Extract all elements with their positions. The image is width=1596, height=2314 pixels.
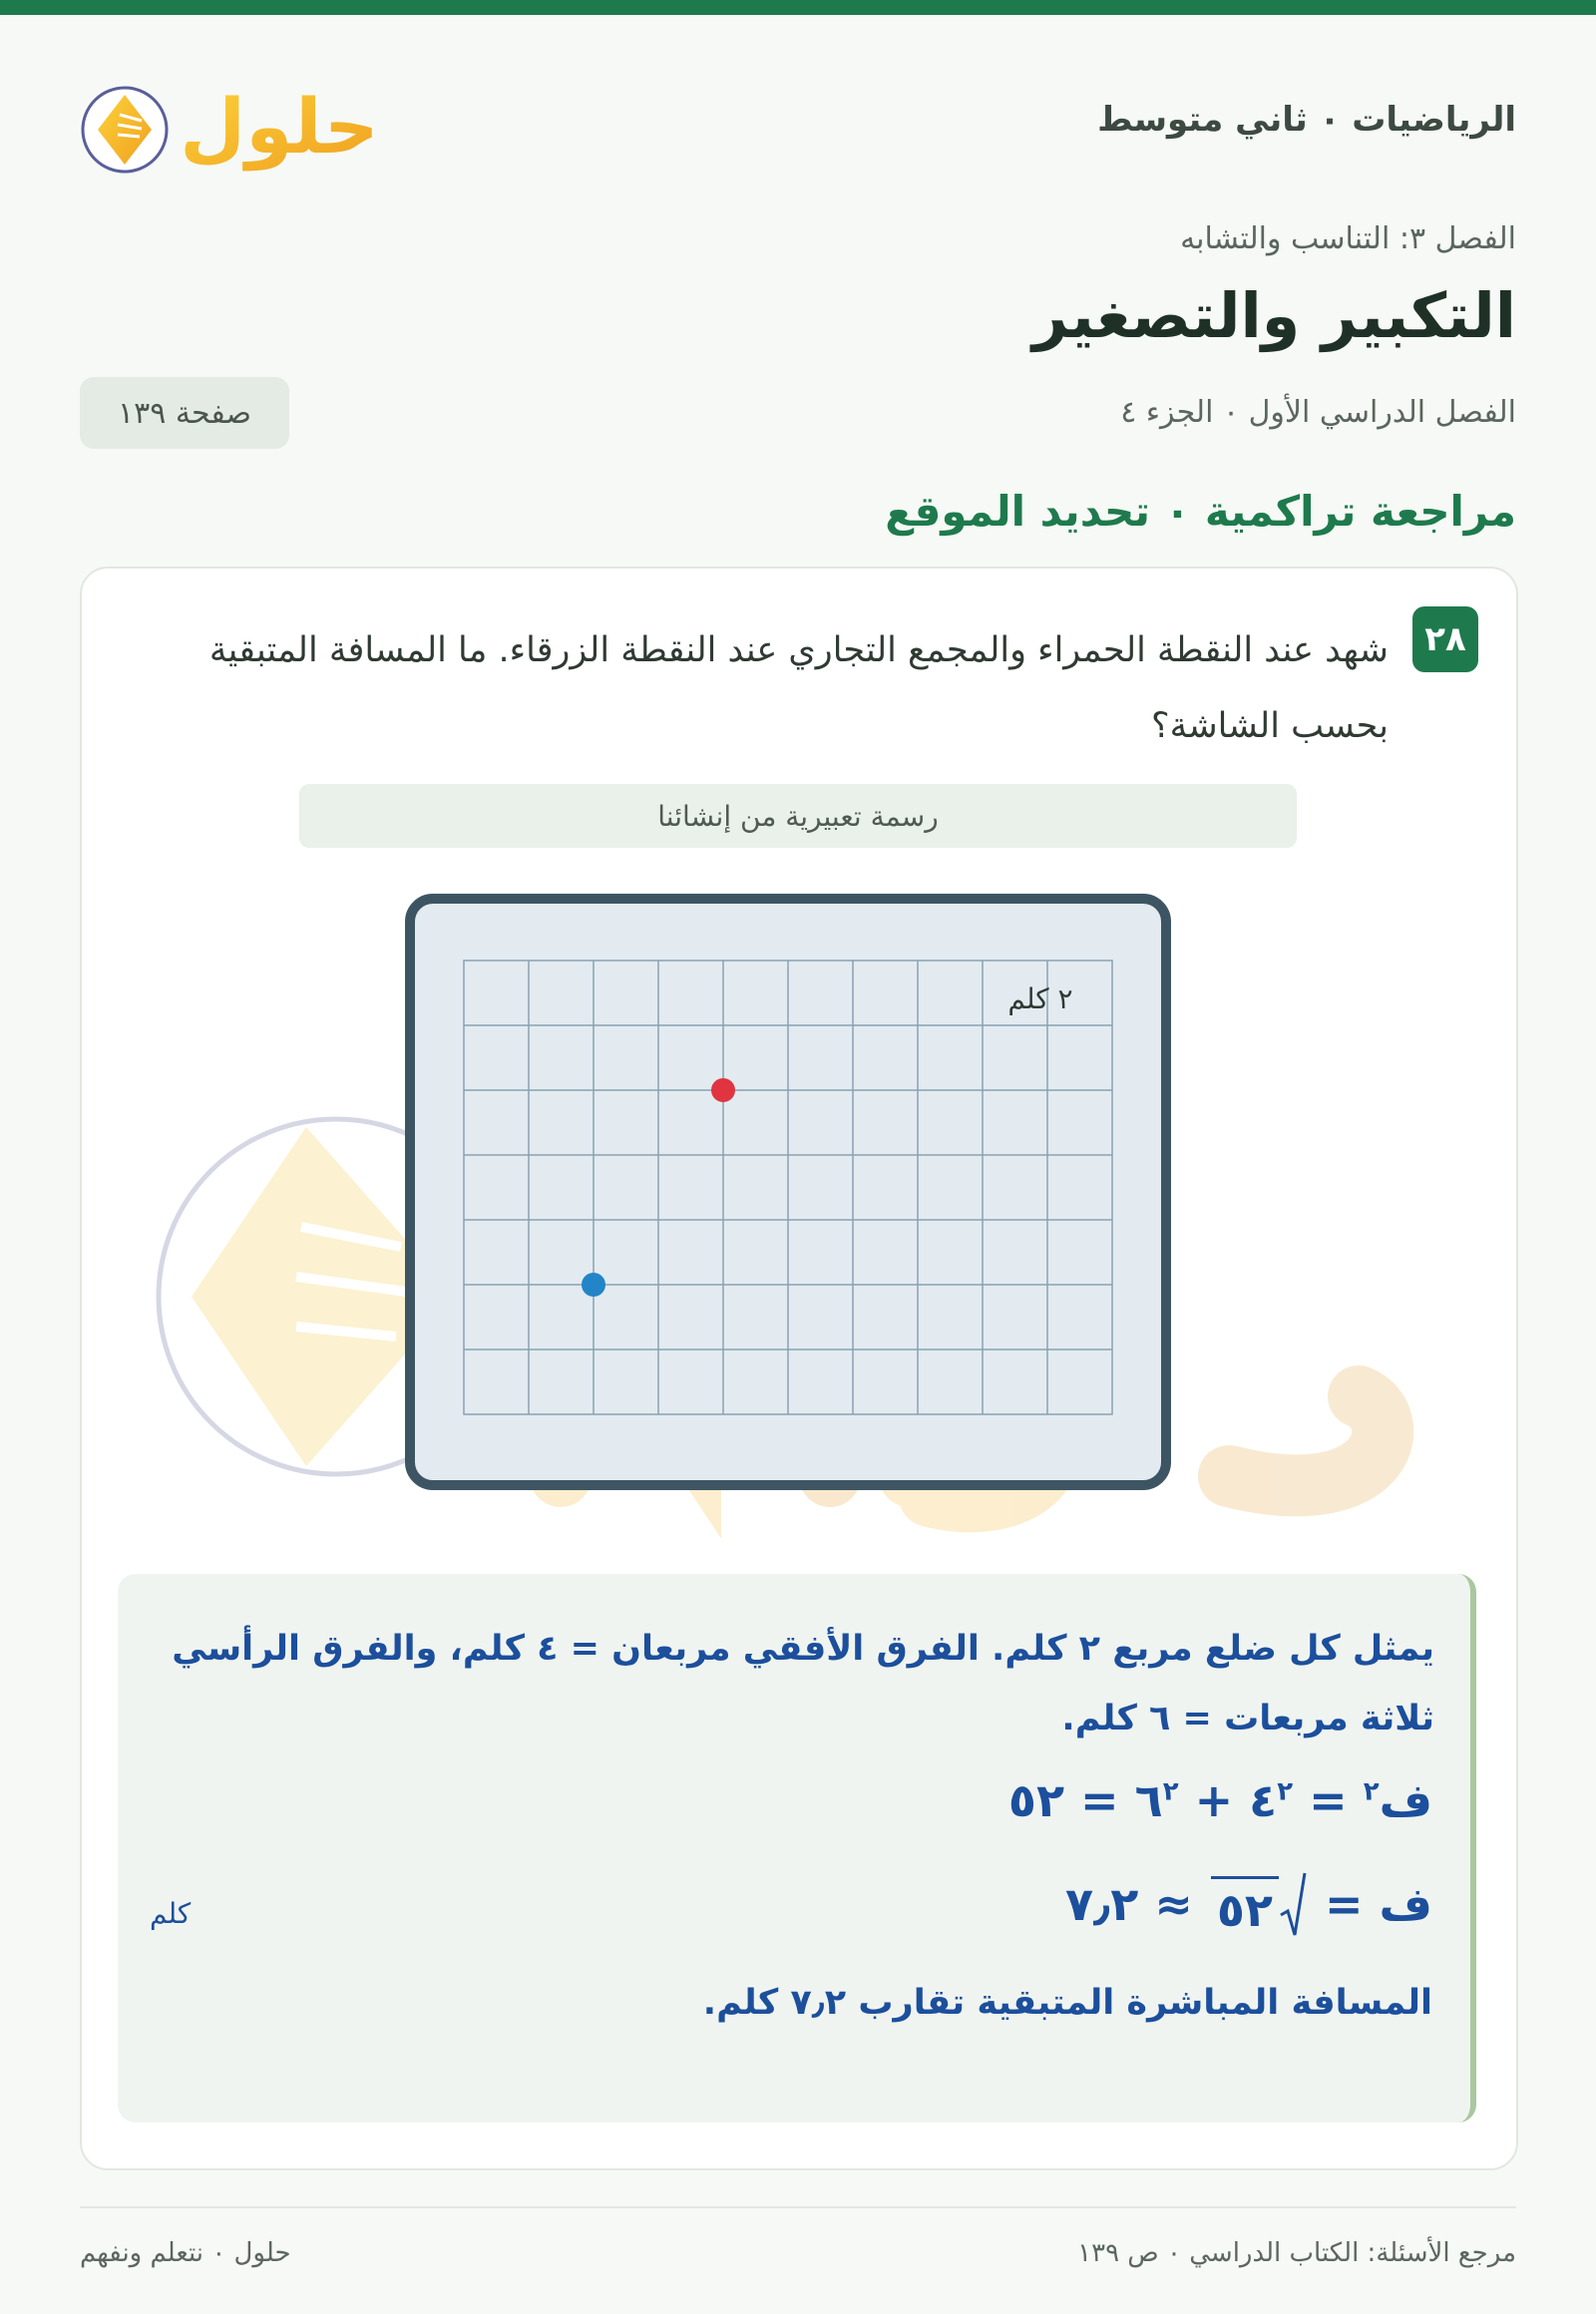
question-text: شهد عند النقطة الحمراء والمجمع التجاري عند النقطة الزرقاء. ما المسافة المتبقية بحسب الشاشة؟ <box>208 630 1389 746</box>
solution-conclusion: المسافة المباشرة المتبقية تقارب ٧٫٢ كلم. <box>702 1983 1432 2023</box>
device-screen <box>405 894 1171 1490</box>
section-title: مراجعة تراكمية ٠ تحديد الموقع <box>885 487 1516 536</box>
svg-text:حلول: حلول <box>180 82 379 171</box>
question-card <box>80 567 1518 2170</box>
footer-reference: مرجع الأسئلة: الكتاب الدراسي ٠ ص ١٣٩ <box>1077 2238 1516 2268</box>
top-accent-bar <box>0 0 1596 15</box>
grid-scale-label: ٢ كلم <box>1007 982 1073 1015</box>
square-root-equation: ف = ٥٢ ≈ ٧٫٢ <box>1065 1871 1432 1937</box>
red-point <box>711 1078 735 1102</box>
pythagoras-equation: ف$^٢$ = $٤^٢$ + $٦^٢$ = ٥٢ <box>1007 1773 1432 1827</box>
solution-box <box>118 1574 1476 2122</box>
illustration-label: رسمة تعبيرية من إنشائنا <box>299 784 1297 848</box>
page-badge: صفحة ١٣٩ <box>80 377 289 449</box>
solution-explanation: يمثل كل ضلع مربع ٢ كلم. الفرق الأفقي مربعان = ٤ كلم، والفرق الرأسي ثلاثة مربعات = ٦ كلم. <box>172 1629 1434 1738</box>
subject-label: الرياضيات ٠ ثاني متوسط <box>1097 100 1516 140</box>
semester-label: الفصل الدراسي الأول ٠ الجزء ٤ <box>1120 395 1516 430</box>
question-number: ٢٨ <box>1412 606 1478 672</box>
coordinate-grid <box>415 904 1161 1480</box>
hulool-logo[interactable] <box>80 65 379 175</box>
page-header <box>80 60 1516 180</box>
footer-divider <box>80 2206 1516 2208</box>
blue-point <box>582 1273 605 1297</box>
unit-label: كلم <box>150 1897 192 1930</box>
footer-brand: حلول ٠ نتعلم ونفهم <box>80 2238 291 2268</box>
chapter-label: الفصل ٣: التناسب والتشابه <box>1180 221 1516 256</box>
lesson-title: التكبير والتصغير <box>1031 279 1516 352</box>
square-root-symbol: ٥٢ <box>1211 1871 1307 1937</box>
